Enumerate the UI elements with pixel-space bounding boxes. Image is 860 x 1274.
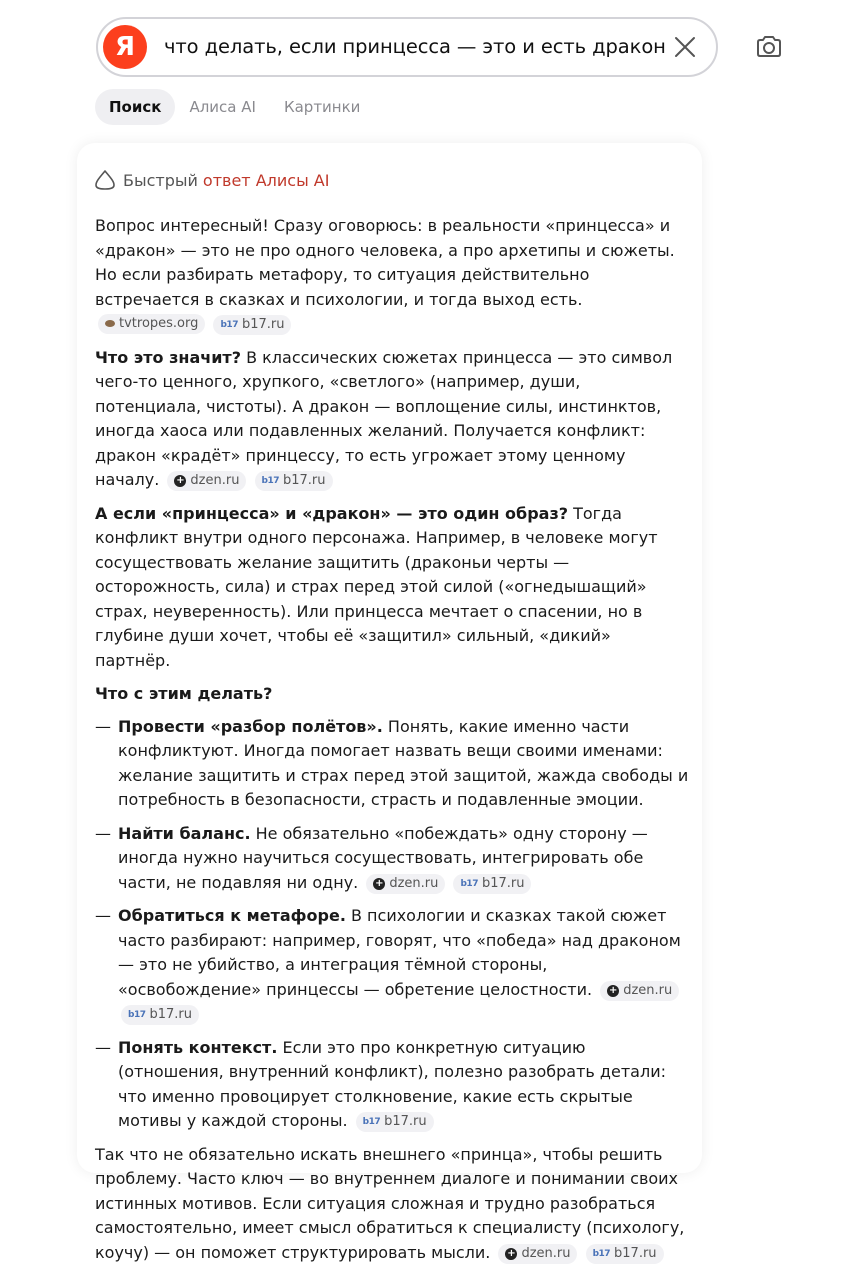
source-label: dzen.ru bbox=[389, 875, 439, 891]
list-item-bold: Провести «разбор полётов». bbox=[118, 716, 383, 736]
source-chip-b17[interactable] bbox=[453, 874, 531, 894]
source-label: b17.ru bbox=[149, 1007, 192, 1022]
answer-outro bbox=[95, 1143, 690, 1266]
b17-icon: b17 bbox=[592, 1248, 611, 1259]
source-chip-b17[interactable] bbox=[356, 1112, 434, 1132]
source-label: b17.ru bbox=[241, 317, 285, 332]
tab-alice-ai[interactable]: Алиса AI bbox=[189, 98, 256, 116]
list-dash: — bbox=[95, 716, 111, 736]
list-heading: Что с этим делать? bbox=[95, 684, 273, 703]
dzen-icon: + bbox=[375, 877, 384, 889]
list-dash: — bbox=[95, 906, 111, 925]
source-chip-b17[interactable] bbox=[586, 1244, 664, 1264]
source-chip-dzen[interactable] bbox=[498, 1244, 577, 1264]
list-item bbox=[95, 904, 690, 1027]
paragraph-1-text: В классических сюжетах принцесса — это символ чего-то ценного, хрупкого, «светлого» (например, души, потенциала, чистоты). А дракон — воплощение силы, инстинктов, иногда хаоса или подавленных желаний. Получается конфликт: дракон «крадёт» принцессу, то есть угрожает этому ценному началу. bbox=[95, 347, 673, 489]
b17-icon: b17 bbox=[128, 1010, 146, 1020]
source-label: b17.ru bbox=[283, 473, 326, 488]
list-item-text: Если это про конкретную ситуацию (отношения, внутренний конфликт), полезно разобрать детали: что именно провоцирует столкновение, какие есть скрытые мотивы у каждой стороны. bbox=[118, 1037, 666, 1130]
dzen-icon: + bbox=[608, 984, 618, 996]
source-label: dzen.ru bbox=[623, 982, 673, 998]
close-icon[interactable] bbox=[672, 34, 698, 60]
source-chip-dzen[interactable] bbox=[366, 874, 445, 894]
source-label: b17.ru bbox=[384, 1114, 427, 1129]
paragraph-1-bold: Что это значит? bbox=[95, 347, 241, 367]
list-dash: — bbox=[95, 1037, 111, 1057]
tvtropes-icon bbox=[105, 320, 115, 327]
answer-intro bbox=[95, 214, 690, 337]
list-item-bold: Обратиться к метафоре. bbox=[118, 906, 346, 925]
list-item-text: В психологии и сказках такой сюжет часто разбирают: например, говорят, что «победа» над драконом — это не убийство, а интеграция тёмной стороны, «освобождение» принцессы — обретение целостности. bbox=[118, 906, 681, 999]
answer-paragraph-1 bbox=[95, 346, 690, 493]
source-label: b17.ru bbox=[481, 875, 525, 891]
list-item-bold: Понять контекст. bbox=[118, 1037, 278, 1057]
source-chip-b17[interactable] bbox=[213, 315, 291, 335]
source-label: dzen.ru bbox=[190, 473, 240, 488]
b17-icon: b17 bbox=[460, 878, 478, 889]
source-chip-b17[interactable] bbox=[255, 471, 333, 491]
answer-header-accent: ответ Алисы AI bbox=[202, 170, 330, 190]
source-label: b17.ru bbox=[614, 1245, 657, 1261]
source-chip-tvtropes[interactable] bbox=[98, 314, 205, 334]
alice-answer-card bbox=[77, 143, 702, 1262]
search-tabs bbox=[95, 89, 374, 125]
search-input[interactable]: что делать, если принцесса — это и есть дракон bbox=[164, 35, 666, 58]
dzen-icon: + bbox=[507, 1247, 516, 1259]
outro-text: Так что не обязательно искать внешнего «принца», чтобы решить проблему. Часто ключ — во внутреннем диалоге и понимании своих истинных мотивов. Если ситуация сложная и трудно разобраться самостоятельно, имеет смысл обратиться к специалисту (психологу, коучу) — он поможет структурировать мысли. bbox=[95, 1144, 685, 1262]
answer-paragraph-2 bbox=[95, 502, 690, 674]
source-label: dzen.ru bbox=[521, 1245, 571, 1261]
source-chip-b17[interactable] bbox=[121, 1005, 199, 1025]
list-item-text: Понять, какие именно части конфликтуют. Иногда помогает назвать вещи своими именами: желание защитить и страх перед этой защитой, жажда свободы и потребность в безопасности, страсть и подавленные эмоции. bbox=[118, 716, 689, 809]
answer-content bbox=[95, 214, 690, 1274]
paragraph-2-text: Тогда конфликт внутри одного персонажа. Например, в человеке могут сосуществовать желание защитить (драконьи черты — осторожность, сила) и страх перед этой силой («огнедышащий» страх, неуверенность). Или принцесса мечтает о спасении, но в глубине души хочет, чтобы её «защитил» сильный, «дикий» партнёр. bbox=[95, 503, 658, 670]
b17-icon: b17 bbox=[220, 320, 238, 330]
list-item-bold: Найти баланс. bbox=[118, 823, 251, 843]
answer-header bbox=[93, 168, 329, 192]
camera-icon[interactable] bbox=[754, 32, 784, 62]
tab-search[interactable]: Поиск bbox=[95, 89, 175, 125]
tab-images[interactable]: Картинки bbox=[283, 98, 361, 116]
source-label: tvtropes.org bbox=[119, 315, 199, 331]
alice-icon bbox=[93, 168, 117, 192]
search-bar[interactable] bbox=[96, 17, 718, 77]
list-item-text: Не обязательно «побеждать» одну сторону — иногда нужно научиться сосуществовать, интегрировать обе части, не подавляя ни одну. bbox=[118, 823, 648, 892]
b17-icon: b17 bbox=[261, 476, 279, 486]
source-chip-dzen[interactable] bbox=[167, 471, 246, 491]
intro-text: Вопрос интересный! Сразу оговорюсь: в реальности «принцесса» и «дракон» — это не про одного человека, а про архетипы и сюжеты. Но если разбирать метафору, то ситуация действительно встречается в сказках и психологии, и тогда выход есть. bbox=[95, 216, 675, 309]
answer-header-prefix: Быстрый bbox=[123, 170, 198, 190]
dzen-icon: + bbox=[176, 475, 185, 486]
b17-icon: b17 bbox=[362, 1117, 381, 1127]
list-dash: — bbox=[95, 823, 111, 843]
list-item bbox=[95, 822, 690, 896]
list-item bbox=[95, 1036, 690, 1134]
yandex-logo[interactable]: Я bbox=[103, 25, 147, 69]
paragraph-2-bold: А если «принцесса» и «дракон» — это один образ? bbox=[95, 503, 569, 523]
source-chip-dzen[interactable] bbox=[600, 981, 679, 1001]
list-item bbox=[95, 715, 690, 813]
